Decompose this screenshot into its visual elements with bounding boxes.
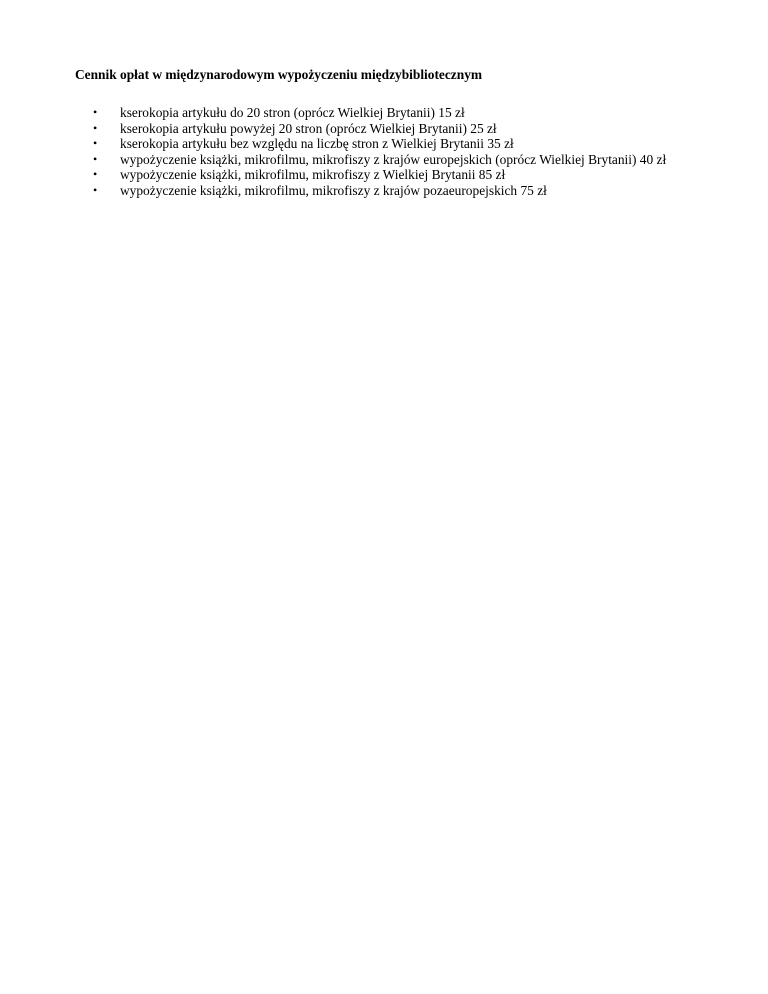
price-item-text: wypożyczenie książki, mikrofilmu, mikrofiszy z krajów europejskich (oprócz Wielkiej Brytanii) 40 zł xyxy=(120,151,667,167)
price-item-text: wypożyczenie książki, mikrofilmu, mikrofiszy z krajów pozaeuropejskich 75 zł xyxy=(120,182,547,198)
bullet-icon: • xyxy=(93,182,98,197)
price-item-text: wypożyczenie książki, mikrofilmu, mikrofiszy z Wielkiej Brytanii 85 zł xyxy=(120,167,506,183)
bullet-icon: • xyxy=(93,105,98,119)
price-item-text: kserokopia artykułu powyżej 20 stron (oprócz Wielkiej Brytanii) 25 zł xyxy=(120,120,497,136)
price-list-item xyxy=(0,105,690,121)
price-list xyxy=(0,105,768,199)
bullet-icon: • xyxy=(93,167,98,182)
bullet-icon: • xyxy=(93,151,98,166)
price-item-text: kserokopia artykułu do 20 stron (oprócz Wielkiej Brytanii) 15 zł xyxy=(120,105,465,120)
price-list-item xyxy=(0,152,690,168)
price-list-item xyxy=(0,167,690,183)
price-item-text: kserokopia artykułu bez względu na liczbę stron z Wielkiej Brytanii 35 zł xyxy=(120,136,514,152)
bullet-icon: • xyxy=(93,120,98,135)
bullet-icon: • xyxy=(93,136,98,151)
document-title: Cennik opłat w międzynarodowym wypożyczeniu międzybibliotecznym xyxy=(75,67,483,82)
price-list-item xyxy=(0,183,690,199)
price-list-item xyxy=(0,136,690,152)
price-list-item xyxy=(0,121,690,137)
